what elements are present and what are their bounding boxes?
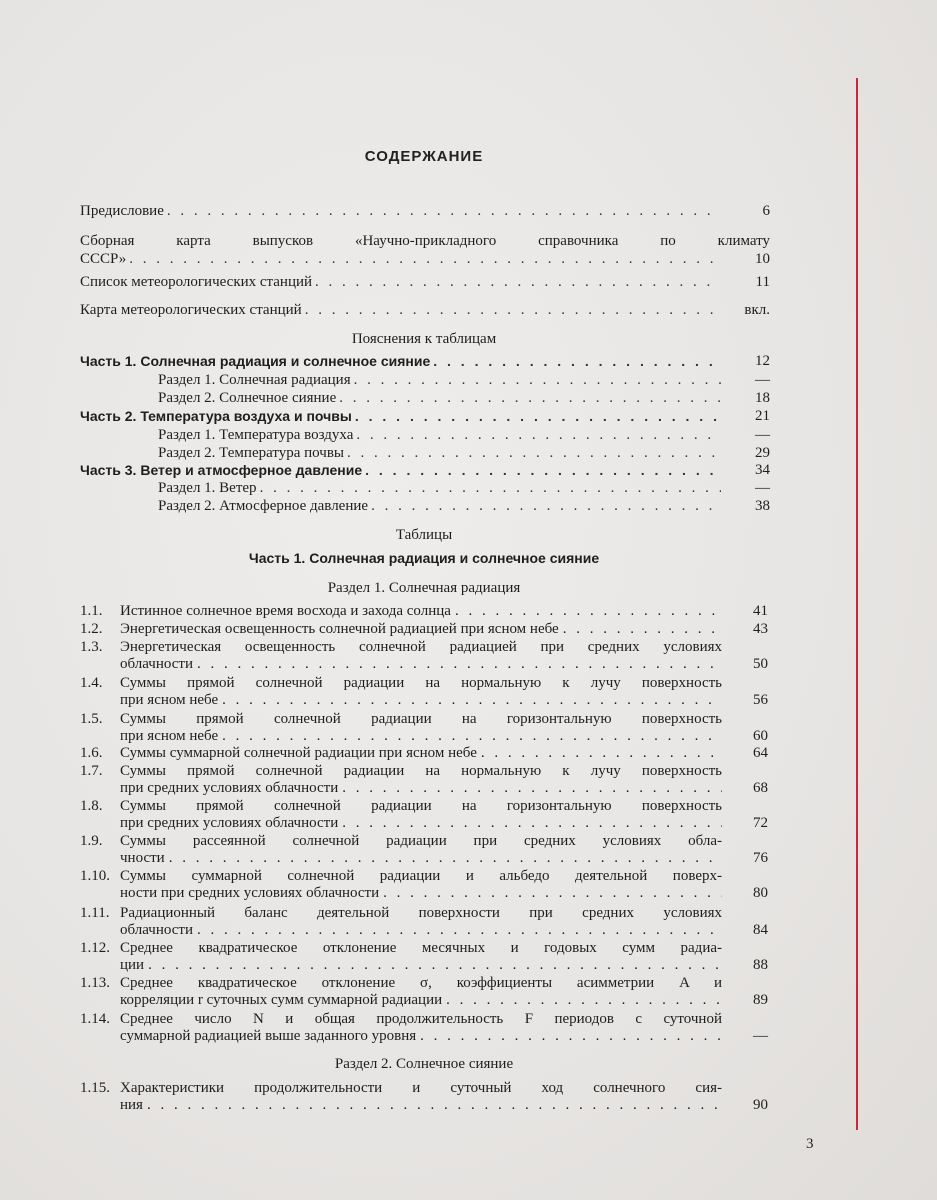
table-page: 64 [753, 745, 768, 761]
table-title: Суммы прямой солнечной радиации на горизонтальную поверхность при ясном небе . . . [120, 711, 722, 745]
tables-part-heading: Часть 1. Солнечная радиация и солнечное сияние [248, 550, 600, 566]
table-number: 1.4. [80, 675, 103, 691]
table-title: Среднее квадратическое отклонение месячных и годовых сумм радиа- ции . . . [120, 940, 722, 974]
table-number: 1.11. [80, 905, 110, 921]
table-page: 72 [753, 815, 768, 831]
page-number: 3 [806, 1136, 814, 1152]
table-page: 80 [753, 885, 768, 901]
table-title: Суммы суммарной солнечной радиации и альбедо деятельной поверх- ности при средних условиях облачности . . . [120, 868, 722, 902]
table-page: 56 [753, 692, 768, 708]
section1-heading: Раздел 1. Солнечная радиация [327, 580, 521, 596]
margin-rule [856, 78, 858, 1130]
toc-entry-part: Часть 3. Ветер и атмосферное давление . . . 34 [80, 462, 770, 479]
toc-entry-part: Часть 1. Солнечная радиация и солнечное сияние . . . 12 [80, 353, 770, 370]
toc-entry-station-map: Карта метеорологических станций . . . вкл. [80, 302, 770, 319]
table-page: 68 [753, 780, 768, 796]
toc-entry-station-list: Список метеорологических станций . . . 11 [80, 274, 770, 291]
table-number: 1.7. [80, 763, 103, 779]
table-number: 1.3. [80, 639, 103, 655]
table-title: Радиационный баланс деятельной поверхности при средних условиях облачности . . . [120, 905, 722, 939]
tables-heading: Таблицы [395, 527, 453, 543]
table-page: 84 [753, 922, 768, 938]
table-page: 88 [753, 957, 768, 973]
table-number: 1.15. [80, 1080, 110, 1096]
table-page: 41 [753, 603, 768, 619]
table-page: 60 [753, 728, 768, 744]
section2-heading: Раздел 2. Солнечное сияние [334, 1056, 514, 1072]
table-title: Истинное солнечное время восхода и захода солнца . . . [120, 603, 722, 620]
table-number: 1.12. [80, 940, 110, 956]
table-number: 1.8. [80, 798, 103, 814]
table-number: 1.2. [80, 621, 103, 637]
toc-entry-section: Раздел 1. Ветер . . . — [158, 480, 770, 497]
table-title: Энергетическая освещенность солнечной радиацией при средних условиях облачности . . . [120, 639, 722, 673]
table-page: 90 [753, 1097, 768, 1113]
toc-entry-foreword: Предисловие . . . 6 [80, 203, 770, 220]
table-page: 43 [753, 621, 768, 637]
table-title: Суммы прямой солнечной радиации на нормальную к лучу поверхность при средних условиях облачности . . . [120, 763, 722, 797]
toc-entry-summary-map: Сборная карта выпусков «Научно-прикладного справочника по климату СССР» . . . 10 [80, 233, 770, 268]
table-title: Суммы суммарной солнечной радиации при ясном небе . . . [120, 745, 722, 762]
toc-entry-section: Раздел 2. Температура почвы . . . 29 [158, 445, 770, 462]
table-number: 1.14. [80, 1011, 110, 1027]
toc-entry-section: Раздел 2. Солнечное сияние . . . 18 [158, 390, 770, 407]
table-number: 1.1. [80, 603, 103, 619]
table-number: 1.9. [80, 833, 103, 849]
toc-entry-part: Часть 2. Температура воздуха и почвы . . . 21 [80, 408, 770, 425]
table-page: — [753, 1028, 768, 1044]
table-number: 1.6. [80, 745, 103, 761]
table-number: 1.13. [80, 975, 110, 991]
table-title: Суммы прямой солнечной радиации на нормальную к лучу поверхность при ясном небе . . . [120, 675, 722, 709]
table-title: Суммы рассеянной солнечной радиации при средних условиях обла- чности . . . [120, 833, 722, 867]
table-title: Среднее квадратическое отклонение σ, коэффициенты асимметрии A и корреляции r суточных сумм суммарной радиации . . . [120, 975, 722, 1009]
toc-entry-section: Раздел 2. Атмосферное давление . . . 38 [158, 498, 770, 515]
table-page: 76 [753, 850, 768, 866]
table-page: 50 [753, 656, 768, 672]
table-number: 1.5. [80, 711, 103, 727]
table-number: 1.10. [80, 868, 110, 884]
explanations-heading: Пояснения к таблицам [351, 331, 497, 347]
table-title: Энергетическая освещенность солнечной радиацией при ясном небе . . . [120, 621, 722, 638]
table-title: Характеристики продолжительности и суточный ход солнечного сия- ния . . . [120, 1080, 722, 1114]
toc-entry-section: Раздел 1. Температура воздуха . . . — [158, 427, 770, 444]
table-page: 89 [753, 992, 768, 1008]
toc-entry-section: Раздел 1. Солнечная радиация . . . — [158, 372, 770, 389]
table-title: Среднее число N и общая продолжительность F периодов с суточной суммарной радиацией выше заданного уровня . . . [120, 1011, 722, 1045]
table-title: Суммы прямой солнечной радиации на горизонтальную поверхность при средних условиях облачности . . . [120, 798, 722, 832]
page-title: СОДЕРЖАНИЕ [364, 148, 484, 165]
